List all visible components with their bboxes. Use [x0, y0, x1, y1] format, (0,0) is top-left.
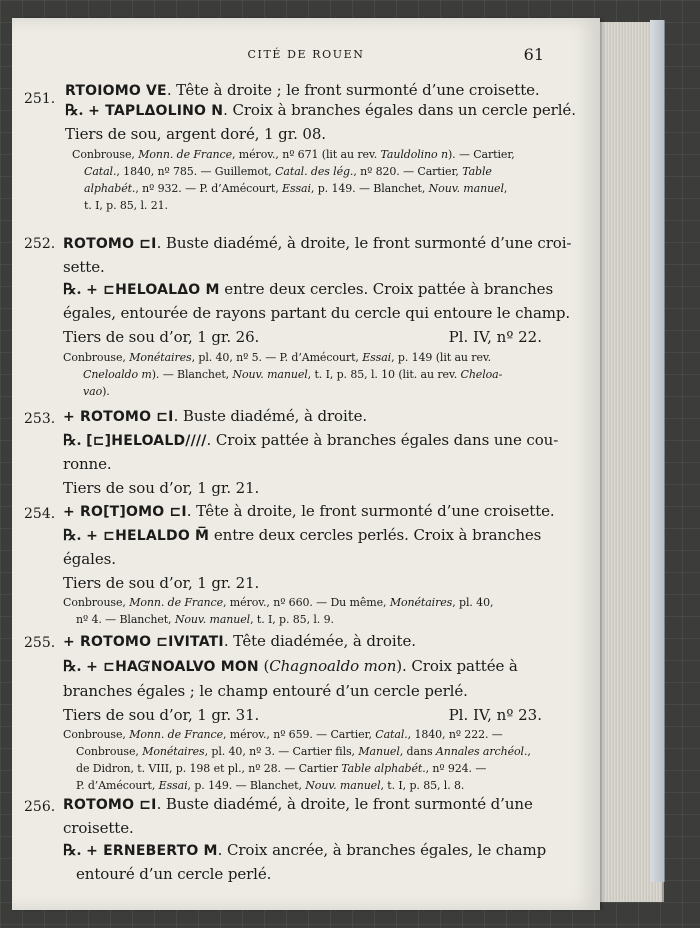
text-run: Monétaires	[389, 596, 453, 609]
description-line	[63, 280, 553, 298]
text-run: , 1840, nº 785. — Guillemot,	[116, 165, 276, 178]
text-run: , t. I, p. 85, l. 8.	[380, 779, 465, 792]
text-run: . Croix à branches égales dans un cercle perlé.	[223, 101, 576, 119]
text-run: Cheloa-	[460, 368, 503, 381]
text-run: Monn. de France	[138, 148, 232, 161]
bibliography-line	[84, 165, 492, 178]
description-line	[63, 234, 571, 252]
text-run: , p. 149. — Blanchet,	[187, 779, 306, 792]
text-run: Essai	[362, 351, 392, 364]
reverse-mark: ℞.	[63, 280, 82, 298]
text-run: ,	[503, 182, 508, 195]
text-run: , pl. 40, nº 3. — Cartier fils,	[204, 745, 359, 758]
text-run: Nouv. manuel	[174, 613, 251, 626]
description-line	[63, 328, 259, 346]
bibliography-line	[72, 148, 515, 161]
text-run: Tiers de sou, argent doré, 1 gr. 08.	[65, 125, 326, 143]
description-line	[63, 526, 541, 544]
text-run: croisette.	[63, 819, 134, 837]
text-run: . Tête à droite, le front surmonté d’une croisette.	[186, 502, 555, 520]
text-run: Tiers de sou d’or, 1 gr. 21.	[63, 574, 260, 592]
bibliography-line	[76, 745, 531, 758]
text-run: Monétaires	[142, 745, 205, 758]
reverse-mark: ℞.	[63, 526, 82, 544]
text-run: , mérov., nº 671 (lit au rev.	[232, 148, 381, 161]
text-run: P. d’Amécourt,	[76, 779, 159, 792]
bibliography-line	[76, 779, 464, 792]
text-run: , pl. 40, nº 5. — P. d’Amécourt,	[191, 351, 363, 364]
description-line	[63, 431, 558, 449]
coin-legend: + ⊏HAᏳNOALVO MON	[86, 659, 259, 675]
text-run: . Buste diadémé, à droite.	[173, 407, 368, 425]
reverse-mark: ℞.	[65, 101, 84, 119]
text-run: Monn. de France	[129, 596, 223, 609]
text-run: . Tête diadémée, à droite.	[223, 632, 416, 650]
text-run: t. I, p. 85, l. 21.	[84, 199, 168, 212]
coin-legend: + ⊏HELALDO M̅	[86, 528, 210, 544]
entry-number: 256.	[24, 799, 56, 815]
plate-reference: Pl. IV, nº 23.	[448, 706, 542, 724]
description-line	[65, 81, 540, 99]
entry-number: 251.	[24, 91, 56, 107]
text-run: , pl. 40,	[452, 596, 494, 609]
bibliography-line	[76, 613, 334, 626]
text-run: . Croix ancrée, à branches égales, le champ	[217, 841, 547, 859]
text-run: Tiers de sou d’or, 1 gr. 31.	[63, 706, 260, 724]
text-run: vao	[83, 385, 103, 398]
entry-number: 253.	[24, 411, 56, 427]
text-run: . Croix pattée à branches égales dans une cou-	[206, 431, 559, 449]
text-run: (	[258, 657, 270, 675]
text-run: , t. I, p. 85, l. 9.	[250, 613, 334, 626]
text-run: Table alphabét.	[341, 762, 426, 775]
bibliography-line	[63, 728, 503, 741]
description-line	[63, 682, 468, 700]
text-run: Nouv. manuel	[305, 779, 381, 792]
text-run: Table	[462, 165, 492, 178]
bibliography-line	[84, 182, 507, 195]
coin-legend: RTOIOMO VE	[65, 83, 167, 99]
text-run: Essai	[158, 779, 188, 792]
description-line	[63, 304, 570, 322]
text-run: Manuel	[358, 745, 400, 758]
description-line	[63, 550, 116, 568]
description-line	[76, 865, 271, 883]
text-run: . Buste diadémé, à droite, le front surmonté d’une croi-	[156, 234, 572, 252]
text-run: alphabét.	[84, 182, 136, 195]
description-line	[63, 574, 259, 592]
bibliography-line	[83, 385, 110, 398]
running-head	[12, 45, 600, 68]
text-run: , nº 820. — Cartier,	[353, 165, 463, 178]
text-run: Catal.	[84, 165, 117, 178]
text-run: , p. 149. — Blanchet,	[310, 182, 429, 195]
text-run: ). — Cartier,	[447, 148, 515, 161]
text-run: ).	[102, 385, 110, 398]
text-run: , nº 924. —	[425, 762, 487, 775]
text-run: ). — Blanchet,	[151, 368, 233, 381]
text-run: Conbrouse,	[76, 745, 143, 758]
text-run: égales, entourée de rayons partant du cercle qui entoure le champ.	[63, 304, 571, 322]
description-line	[63, 455, 112, 473]
bibliography-line	[63, 596, 493, 609]
text-run: Chagnoaldo mon	[269, 657, 397, 675]
description-line	[63, 819, 134, 837]
description-line	[63, 479, 259, 497]
description-line	[65, 101, 576, 119]
coin-legend: + ERNEBERTO M	[86, 843, 218, 859]
description-line	[63, 795, 533, 813]
text-run: , nº 932. — P. d’Amécourt,	[135, 182, 283, 195]
text-run: entre deux cercles perlés. Croix à branches	[209, 526, 542, 544]
entry-number: 252.	[24, 236, 56, 252]
text-run: sette.	[63, 258, 105, 276]
description-line	[63, 706, 259, 724]
text-run: , mérov., nº 660. — Du même,	[223, 596, 390, 609]
running-title: CITÉ DE ROUEN	[247, 48, 365, 61]
description-line	[63, 407, 367, 425]
text-run: , dans	[399, 745, 436, 758]
bibliography-line	[76, 762, 486, 775]
text-run: Conbrouse,	[63, 351, 130, 364]
entry-number: 254.	[24, 506, 56, 522]
bibliography-line	[84, 199, 168, 212]
coin-legend: ROTOMO ⊏I	[63, 797, 157, 813]
text-run: nº 4. — Blanchet,	[76, 613, 175, 626]
text-run: Essai	[282, 182, 311, 195]
text-run: , mérov., nº 659. — Cartier,	[223, 728, 376, 741]
text-run: de Didron, t. VIII, p. 198 et pl., nº 28. — Cartier	[76, 762, 342, 775]
text-run: ). Croix pattée à	[396, 657, 518, 675]
text-run: Conbrouse,	[63, 596, 130, 609]
book-page	[12, 18, 600, 910]
text-run: ,	[527, 745, 531, 758]
text-run: Tiers de sou d’or, 1 gr. 21.	[63, 479, 260, 497]
text-run: Monn. de France	[129, 728, 223, 741]
text-run: . Buste diadémé, à droite, le front surmonté d’une	[156, 795, 533, 813]
coin-legend: + ⊏HELOALΔO M	[86, 282, 220, 298]
description-line	[63, 258, 105, 276]
description-line	[63, 841, 546, 859]
coin-legend: + ROTOMO ⊏I	[63, 409, 174, 425]
text-run: entre deux cercles. Croix pattée à branches	[219, 280, 554, 298]
text-run: . Tête à droite ; le front surmonté d’une croisette.	[166, 81, 540, 99]
coin-legend: ROTOMO ⊏I	[63, 236, 157, 252]
reverse-mark: ℞.	[63, 431, 82, 449]
bibliography-line	[63, 351, 491, 364]
text-run: Tiers de sou d’or, 1 gr. 26.	[63, 328, 260, 346]
text-run: Catal. des lég.	[275, 165, 354, 178]
text-run: entouré d’un cercle perlé.	[76, 865, 272, 883]
text-run: Conbrouse,	[63, 728, 130, 741]
coin-legend: + ROTOMO ⊏IVITATI	[63, 634, 224, 650]
text-run: , p. 149 (lit au rev.	[391, 351, 492, 364]
bibliography-line	[83, 368, 502, 381]
text-run: , 1840, nº 222. —	[407, 728, 503, 741]
text-run: ronne.	[63, 455, 112, 473]
description-line	[63, 657, 518, 675]
text-run: Nouv. manuel	[428, 182, 504, 195]
description-line	[63, 502, 555, 520]
text-run: Conbrouse,	[72, 148, 139, 161]
coin-legend: + RO[T]OMO ⊏I	[63, 504, 187, 520]
text-run: Nouv. manuel	[232, 368, 308, 381]
entry-number: 255.	[24, 635, 56, 651]
description-line	[65, 125, 326, 143]
description-line	[63, 632, 416, 650]
book-cover-edge	[650, 20, 665, 882]
text-run: Annales archéol.	[435, 745, 528, 758]
coin-legend: [⊏]HELOALD////	[86, 433, 207, 449]
page-number: 61	[523, 45, 544, 64]
text-run: branches égales ; le champ entouré d’un cercle perlé.	[63, 682, 468, 700]
reverse-mark: ℞.	[63, 841, 82, 859]
reverse-mark: ℞.	[63, 657, 82, 675]
coin-legend: + TAPLΔOLINO N	[88, 103, 224, 119]
text-run: Monétaires	[129, 351, 192, 364]
text-run: égales.	[63, 550, 116, 568]
text-run: Cneloaldo m	[83, 368, 152, 381]
plate-reference: Pl. IV, nº 22.	[448, 328, 542, 346]
text-run: Catal.	[375, 728, 408, 741]
text-run: , t. I, p. 85, l. 10 (lit. au rev.	[307, 368, 461, 381]
text-run: Tauldolino n	[380, 148, 448, 161]
